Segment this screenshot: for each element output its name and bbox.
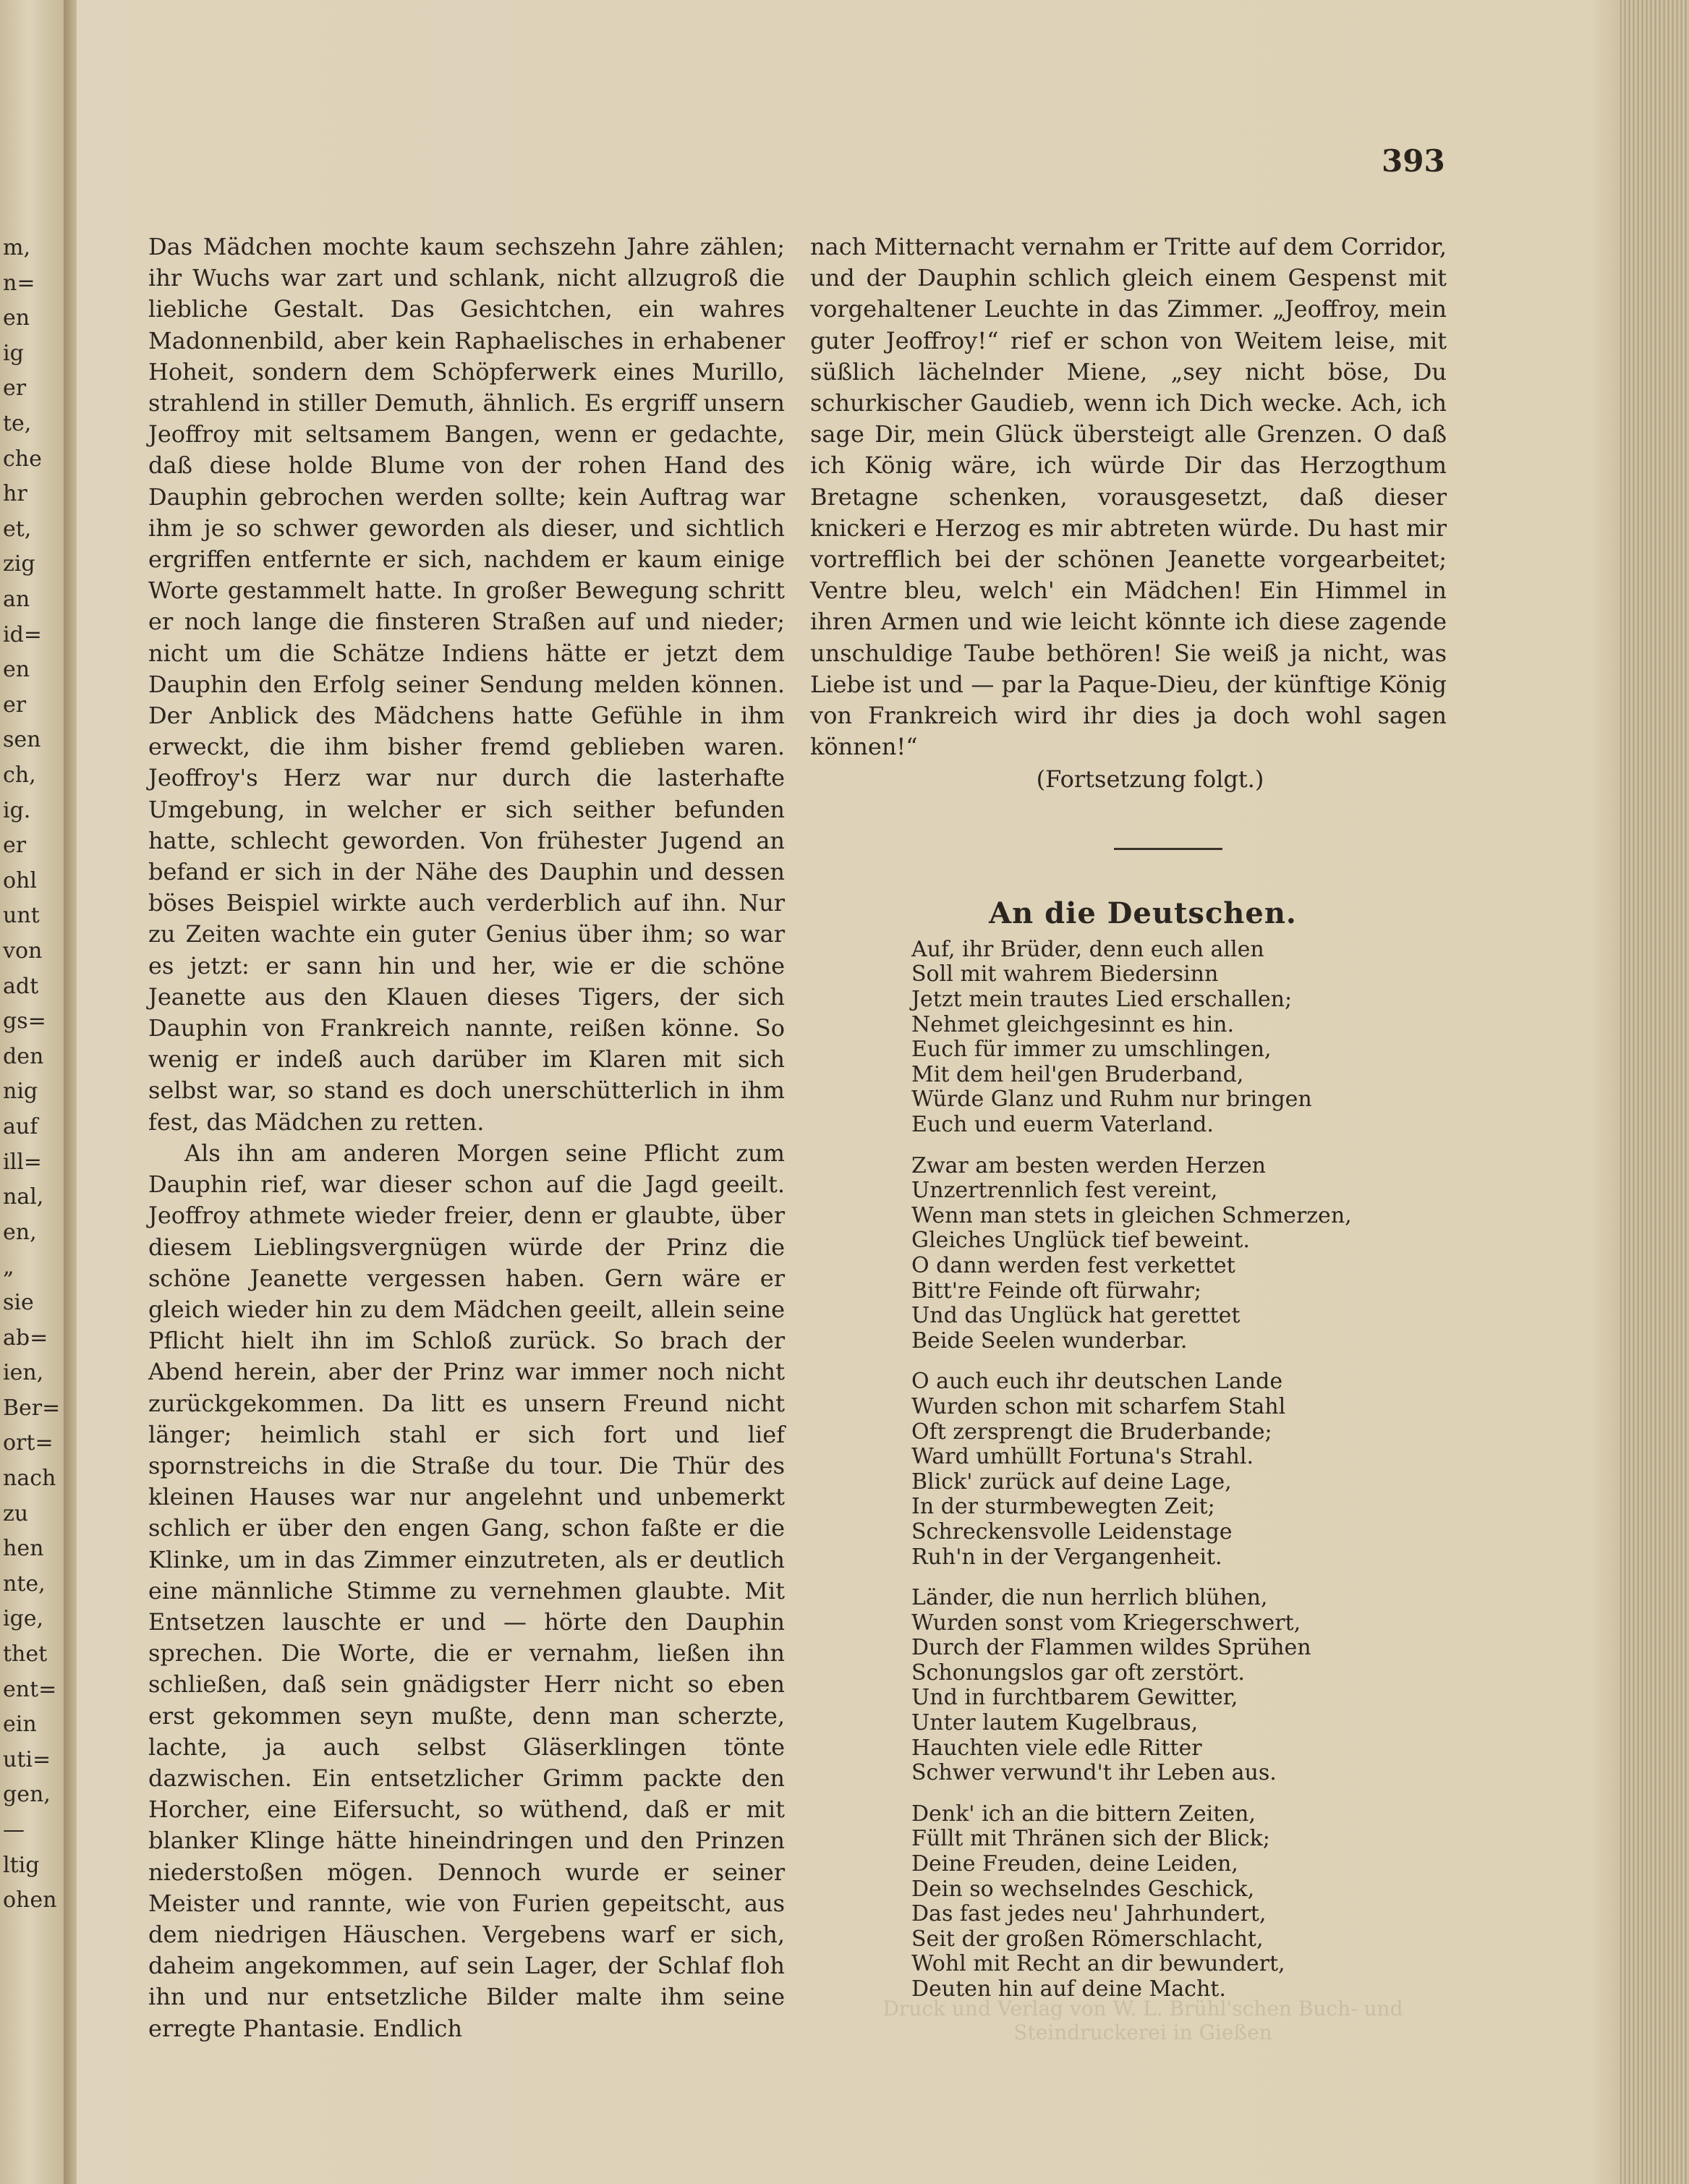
previous-page-fragment: uti= — [3, 1746, 51, 1772]
previous-page-fragment: unt — [3, 903, 40, 929]
previous-page-fragment: nig — [3, 1079, 38, 1105]
previous-page-fragment: gs= — [3, 1008, 46, 1034]
previous-page-fragment: nte, — [3, 1571, 46, 1597]
poem-line: Bitt're Feinde oft fürwahr; — [911, 1278, 1201, 1304]
previous-page-fragment: er — [3, 692, 27, 718]
previous-page-fragment: von — [3, 938, 43, 964]
poem-line: Deuten hin auf deine Macht. — [911, 1976, 1226, 2002]
previous-page-fragment: sen — [3, 727, 41, 753]
poem-line: O auch euch ihr deutschen Lande — [911, 1369, 1283, 1395]
poem-line: Seit der großen Römerschlacht, — [911, 1926, 1264, 1952]
poem-line: In der sturmbewegten Zeit; — [911, 1494, 1215, 1520]
poem-line: Hauchten viele edle Ritter — [911, 1735, 1202, 1761]
poem-line: Wenn man stets in gleichen Schmerzen, — [911, 1202, 1352, 1228]
previous-page-fragment: et, — [3, 516, 32, 542]
poem-line: Blick' zurück auf deine Lage, — [911, 1469, 1232, 1495]
previous-page-fragment: ent= — [3, 1676, 57, 1702]
previous-page-fragment: en, — [3, 1219, 37, 1245]
previous-page-fragment: — — [3, 1817, 25, 1843]
poem-line: Schwer verwund't ihr Leben aus. — [911, 1760, 1277, 1786]
previous-page-fragment: ltig — [3, 1852, 40, 1878]
right-column — [810, 231, 1447, 2018]
poem-line: Und in furchtbarem Gewitter, — [911, 1685, 1238, 1711]
page-number: 393 — [1382, 143, 1445, 179]
poem-stanza — [911, 938, 1447, 1138]
previous-page-fragment: er — [3, 375, 27, 401]
continued-note: (Fortsetzung folgt.) — [1036, 765, 1264, 794]
poem-line: Das fast jedes neu' Jahrhundert, — [911, 1901, 1267, 1927]
poem-line: Wurden sonst vom Kriegerschwert, — [911, 1610, 1301, 1636]
poem-line: Füllt mit Thränen sich der Blick; — [911, 1826, 1270, 1852]
previous-page-fragment: ohen — [3, 1887, 57, 1913]
poem-line: Beide Seelen wunderbar. — [911, 1327, 1188, 1354]
story-paragraph: Das Mädchen mochte kaum sechszehn Jahre zählen; ihr Wuchs war zart und schlank, nicht allzugroß die liebliche Gestalt. Das Gesichtchen, ein wahres Madonnenbild, aber kein Raphaelisches in erhabener Hoheit, sondern dem Schöpferwerk eines Murillo, strahlend in stiller Demuth, ähnlich. Es ergriff unsern Jeoffroy mit seltsamem Bangen, wenn er gedachte, daß diese holde Blume von der rohen Hand des Dauphin gebrochen werden sollte; kein Auftrag war ihm je so schwer geworden als dieser, und sichtlich ergriffen entfernte er sich, nachdem er kaum einige Worte gestammelt hatte. In großer Bewegung schritt er noch lange die finsteren Straßen auf und nieder; nicht um die Schätze Indiens hätte er jetzt dem Dauphin den Erfolg seiner Sendung melden können. Der Anblick des Mädchens hatte Gefühle in ihm erweckt, die ihm bisher fremd geblieben waren. Jeoffroy's Herz war nur durch die lasterhafte Umgebung, in welcher er sich seither befunden hatte, schlecht geworden. Von frühester Jugend an befand er sich in der Nähe des Dauphin und dessen böses Beispiel wirkte auch verderblich auf ihn. Nur zu Zeiten wachte ein guter Genius über ihm; so war es jetzt: er sann hin und her, wie er die schöne Jeanette aus den Klauen dieses Tigers, der sich Dauphin von Frankreich nannte, reißen könne. So wenig er indeß auch darüber im Klaren mit sich selbst war, so stand es doch unerschütterlich in ihm fest, das Mädchen zu retten. — [148, 233, 785, 1136]
poem-line: Schonungslos gar oft zerstört. — [911, 1660, 1245, 1686]
previous-page-fragment: nal, — [3, 1184, 44, 1210]
poem-line: Zwar am besten werden Herzen — [911, 1152, 1266, 1178]
previous-page-fragment: zu — [3, 1500, 29, 1526]
poem-stanza — [911, 1154, 1447, 1354]
poem-line: Und das Unglück hat gerettet — [911, 1303, 1241, 1329]
previous-page-fragment: ig — [3, 340, 24, 366]
previous-page-fragment: m, — [3, 235, 30, 260]
poem-line: Würde Glanz und Ruhm nur bringen — [911, 1087, 1312, 1113]
previous-page-fragment: sie — [3, 1290, 34, 1315]
poem-line: Deine Freuden, deine Leiden, — [911, 1851, 1238, 1877]
previous-page-fragment: gen, — [3, 1782, 51, 1808]
previous-page-fragment: Ber= — [3, 1395, 61, 1421]
previous-page-fragment: adt — [3, 973, 39, 999]
previous-page-fragment: te, — [3, 411, 32, 436]
poem-line: Ruh'n in der Vergangenheit. — [911, 1544, 1222, 1570]
previous-page-fragment: an — [3, 587, 30, 612]
poem-line: Auf, ihr Brüder, denn euch allen — [911, 936, 1264, 962]
left-column — [148, 231, 785, 2044]
poem-line: Euch für immer zu umschlingen, — [911, 1037, 1272, 1063]
previous-page-fragment: che — [3, 446, 42, 472]
previous-page-fragment: ig. — [3, 797, 31, 823]
bleed-through-text: Druck und Verlag von W. L. Brühl'schen Buch- und Steindruckerei in Gießen — [882, 1997, 1403, 2044]
poem-line: Schreckensvolle Leidenstage — [911, 1518, 1233, 1544]
poem-line: Euch und euerm Vaterland. — [911, 1112, 1214, 1138]
previous-page-fragment: en — [3, 657, 30, 683]
story-paragraph: Als ihn am anderen Morgen seine Pflicht zum Dauphin rief, war dieser schon auf die Jagd geeilt. Jeoffroy athmete wieder freier, denn er glaubte, über diesem Lieblingsvergnügen würde der Prinz die schöne Jeanette vergessen haben. Gern wäre er gleich wieder hin zu dem Mädchen geeilt, allein seine Pflicht hielt ihn im Schloß zurück. So brach der Abend herein, aber der Prinz war immer noch nicht zurückgekommen. Da litt es unsern Freund nicht länger; heimlich stahl er sich fort und lief spornstreichs in die Straße du tour. Die Thür des kleinen Hauses war nur angelehnt und unbemerkt schlich er über den engen Gang, schon faßte er die Klinke, um in das Zimmer einzutreten, als er deutlich eine männliche Stimme zu vernehmen glaubte. Mit Entsetzen lauschte er und — hörte den Dauphin sprechen. Die Worte, die er vernahm, ließen ihn schließen, daß sein gnädigster Herr nicht so eben erst gekommen seyn mußte, denn man scherzte, lachte, ja auch selbst Gläserklingen tönte dazwischen. Ein entsetzlicher Grimm packte den Horcher, eine Eifersucht, so wüthend, daß er mit blanker Klinge hätte hineindringen und den Prinzen niederstoßen mögen. Dennoch wurde er seiner Meister und rannte, wie von Furien gepeitscht, aus dem niedrigen Häuschen. Vergebens warf er sich, daheim angekommen, auf sein Lager, der Schlaf floh ihn und nur entsetzliche Bilder malte ihm seine erregte Phantasie. Endlich — [148, 1139, 785, 2042]
previous-page-fragment: thet — [3, 1641, 48, 1667]
previous-page-fragment: id= — [3, 621, 42, 647]
previous-page-fragment: zig — [3, 551, 35, 577]
poem-line: Unzertrennlich fest vereint, — [911, 1178, 1218, 1204]
poem-line: Dein so wechselndes Geschick, — [911, 1876, 1255, 1902]
poem-line: Länder, die nun herrlich blühen, — [911, 1585, 1268, 1611]
poem-line: Mit dem heil'gen Bruderband, — [911, 1061, 1244, 1087]
previous-page-fragment: ohl — [3, 867, 37, 893]
previous-page-fragment: ein — [3, 1712, 37, 1738]
poem-stanza — [911, 1802, 1447, 2002]
page-stack-edge — [1620, 0, 1689, 2184]
poem-line: Soll mit wahrem Biedersinn — [911, 961, 1219, 987]
previous-page-fragment: ill= — [3, 1149, 42, 1175]
previous-page-fragment: ort= — [3, 1430, 54, 1456]
poem-line: Wurden schon mit scharfem Stahl — [911, 1393, 1286, 1419]
previous-page-fragment: hr — [3, 481, 27, 507]
poem-line: Oft zersprengt die Bruderbande; — [911, 1419, 1272, 1445]
previous-page-fragment: hen — [3, 1536, 44, 1562]
poem-stanza — [911, 1586, 1447, 1786]
section-divider — [1114, 848, 1222, 850]
poem-line: O dann werden fest verkettet — [911, 1252, 1235, 1278]
previous-page-fragment: den — [3, 1043, 44, 1069]
poem-line: Durch der Flammen wildes Sprühen — [911, 1635, 1311, 1661]
previous-page-fragment: auf — [3, 1114, 38, 1139]
previous-page-edge — [0, 0, 69, 2184]
story-paragraph: nach Mitternacht vernahm er Tritte auf dem Corridor, und der Dauphin schlich gleich einem Gespenst mit vorgehaltener Leuchte in das Zimmer. „Jeoffroy, mein guter Jeoffroy!“ rief er schon von Weitem leise, mit süßlich lächelnder Miene, „sey nicht böse, Du schurkischer Gaudieb, wenn ich Dich wecke. Ach, ich sage Dir, mein Glück übersteigt alle Grenzen. O daß ich König wäre, ich würde Dir das Herzogthum Bretagne schenken, vorausgesetzt, daß dieser knickeri e Herzog es mir abtreten würde. Du hast mir vortrefflich bei der schönen Jeanette vorgearbeitet; Ventre bleu, welch' ein Mädchen! Ein Himmel in ihren Armen und wie leicht könnte ich diese zagende unschuldige Taube bethören! Sie weiß ja nicht, was Liebe ist und — par la Paque-Dieu, der künftige König von Frankreich wird ihr dies ja doch wohl sagen können!“ — [810, 233, 1447, 761]
previous-page-fragment: ab= — [3, 1325, 48, 1351]
poem — [810, 938, 1447, 2002]
poem-stanza — [911, 1369, 1447, 1570]
previous-page-fragment: ch, — [3, 762, 36, 788]
poem-line: Unter lautem Kugelbraus, — [911, 1710, 1199, 1736]
poem-line: Wohl mit Recht an dir bewundert, — [911, 1951, 1285, 1977]
poem-line: Ward umhüllt Fortuna's Strahl. — [911, 1444, 1254, 1470]
previous-page-fragment: ige, — [3, 1606, 44, 1632]
poem-line: Denk' ich an die bittern Zeiten, — [911, 1801, 1256, 1827]
poem-line: Nehmet gleichgesinnt es hin. — [911, 1011, 1235, 1037]
previous-page-fragment: „ — [3, 1254, 14, 1280]
previous-page-fragment: ien, — [3, 1360, 44, 1386]
poem-line: Jetzt mein trautes Lied erschallen; — [911, 987, 1293, 1013]
book-gutter — [64, 0, 77, 2184]
poem-title: An die Deutschen. — [989, 896, 1297, 930]
previous-page-fragment: er — [3, 833, 27, 859]
poem-line: Gleiches Unglück tief beweint. — [911, 1228, 1250, 1254]
previous-page-fragment: en — [3, 305, 30, 331]
previous-page-fragment: n= — [3, 270, 35, 296]
previous-page-fragment: nach — [3, 1466, 56, 1491]
